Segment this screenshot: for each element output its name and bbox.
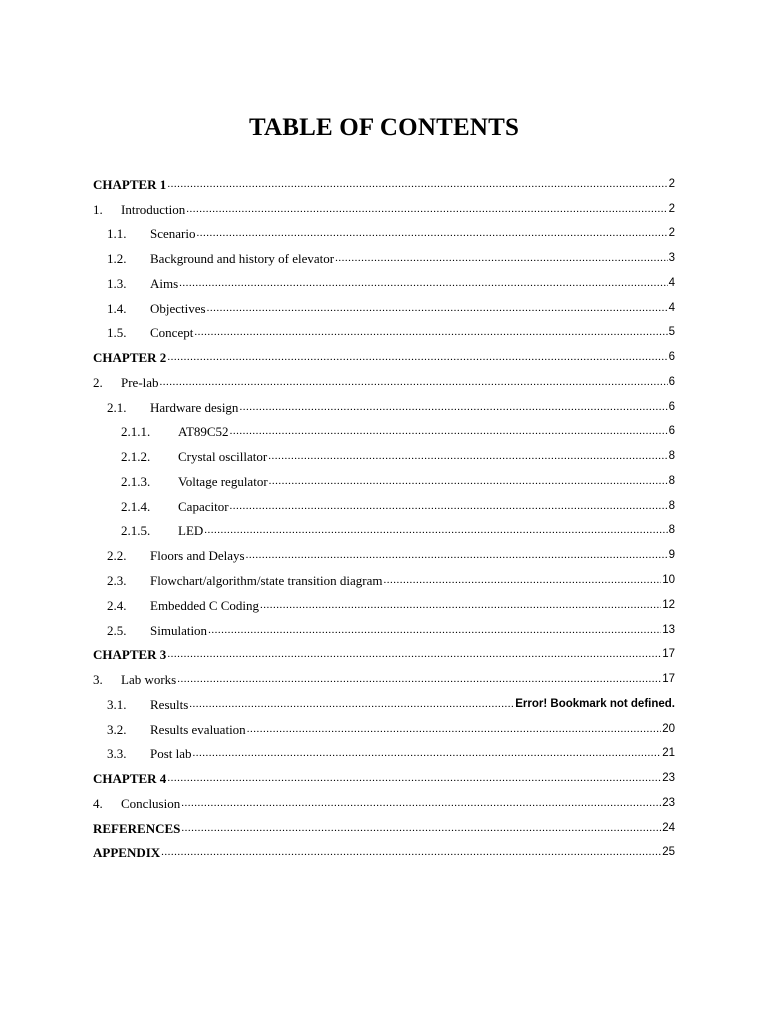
toc-entry[interactable]	[93, 242, 675, 267]
dot-leader	[208, 623, 661, 638]
toc-entry-page: 25	[662, 846, 675, 859]
toc-entry[interactable]	[93, 812, 675, 837]
toc-entry[interactable]	[93, 589, 675, 614]
toc-entry-label: Simulation	[150, 622, 208, 638]
toc-entry-label: CHAPTER 2	[93, 350, 167, 366]
dot-leader	[167, 177, 667, 192]
toc-entry-number: 1.4.	[107, 300, 127, 316]
toc-entry[interactable]	[93, 366, 675, 391]
dot-leader	[230, 424, 668, 439]
toc-entry-number: 1.	[93, 201, 103, 217]
toc-entry-page: 6	[668, 400, 675, 413]
toc-entry-number: 3.1.	[107, 696, 127, 712]
toc-entry-label: Background and history of elevator	[150, 251, 335, 267]
toc-entry[interactable]	[93, 787, 675, 812]
dot-leader	[196, 226, 667, 241]
toc-entry-label: Crystal oscillator	[178, 449, 268, 465]
toc-entry-number: 2.1.	[107, 399, 127, 415]
dot-leader	[181, 796, 661, 811]
dot-leader	[186, 202, 667, 217]
toc-entry-label: Lab works	[121, 672, 177, 688]
table-of-contents	[93, 168, 675, 861]
toc-entry[interactable]	[93, 490, 675, 515]
toc-entry-label: AT89C52	[178, 424, 229, 440]
toc-entry-number: 4.	[93, 795, 103, 811]
toc-entry[interactable]	[93, 465, 675, 490]
toc-entry-number: 1.5.	[107, 325, 127, 341]
toc-entry[interactable]	[93, 738, 675, 763]
toc-entry-number: 2.4.	[107, 597, 127, 613]
toc-entry[interactable]	[93, 440, 675, 465]
toc-entry-label: Voltage regulator	[178, 473, 268, 489]
toc-entry-number: 2.1.3.	[121, 473, 151, 489]
dot-leader	[167, 771, 661, 786]
toc-entry-label: APPENDIX	[93, 845, 161, 861]
toc-entry-label: Floors and Delays	[150, 548, 245, 564]
toc-entry-number: 2.3.	[107, 573, 127, 589]
toc-entry-page: 23	[662, 796, 675, 809]
toc-entry[interactable]	[93, 713, 675, 738]
toc-entry-label: CHAPTER 1	[93, 176, 167, 192]
toc-entry-page: 8	[668, 450, 675, 463]
toc-entry-number: 2.1.4.	[121, 498, 151, 514]
toc-entry-page: 8	[668, 524, 675, 537]
toc-entry-page: 3	[668, 252, 675, 265]
toc-entry-label: Introduction	[121, 201, 186, 217]
dot-leader	[167, 350, 667, 365]
toc-entry[interactable]	[93, 416, 675, 441]
toc-entry-label: Scenario	[150, 226, 196, 242]
toc-entry-number: 2.	[93, 374, 103, 390]
dot-leader	[239, 400, 667, 415]
toc-entry-page: 4	[668, 301, 675, 314]
toc-entry[interactable]	[93, 639, 675, 664]
dot-leader	[181, 821, 661, 836]
toc-entry-number: 2.1.2.	[121, 449, 151, 465]
toc-entry-label: Pre-lab	[121, 374, 159, 390]
toc-entry-page: 12	[662, 598, 675, 611]
toc-entry-label: Flowchart/algorithm/state transition diagram	[150, 573, 383, 589]
toc-entry[interactable]	[93, 762, 675, 787]
toc-entry-page: 5	[668, 326, 675, 339]
toc-entry-number: 1.3.	[107, 275, 127, 291]
toc-entry-page: 10	[662, 574, 675, 587]
toc-entry-label: LED	[178, 523, 204, 539]
toc-entry[interactable]	[93, 688, 675, 713]
dot-leader	[204, 523, 667, 538]
toc-entry[interactable]	[93, 837, 675, 862]
toc-entry[interactable]	[93, 614, 675, 639]
dot-leader	[230, 499, 668, 514]
toc-entry-number: 2.5.	[107, 622, 127, 638]
toc-entry-label: Objectives	[150, 300, 206, 316]
page-title: TABLE OF CONTENTS	[248, 114, 520, 141]
dot-leader	[167, 647, 661, 662]
toc-entry[interactable]	[93, 218, 675, 243]
dot-leader	[161, 845, 661, 860]
toc-entry-label: Results	[150, 696, 189, 712]
dot-leader	[194, 325, 667, 340]
dot-leader	[179, 276, 667, 291]
toc-entry[interactable]	[93, 391, 675, 416]
toc-entry[interactable]	[93, 515, 675, 540]
toc-entry-number: 3.2.	[107, 721, 127, 737]
dot-leader	[268, 449, 667, 464]
toc-entry-number: 2.2.	[107, 548, 127, 564]
toc-entry[interactable]	[93, 193, 675, 218]
toc-entry[interactable]	[93, 341, 675, 366]
toc-entry[interactable]	[93, 267, 675, 292]
toc-entry-page: 6	[668, 375, 675, 388]
toc-entry-label: Post lab	[150, 746, 192, 762]
dot-leader	[335, 251, 667, 266]
dot-leader	[207, 301, 668, 316]
toc-entry[interactable]	[93, 292, 675, 317]
toc-entry-label: Conclusion	[121, 795, 181, 811]
toc-entry-number: 2.1.1.	[121, 424, 151, 440]
dot-leader	[177, 672, 661, 687]
toc-entry-label: Capacitor	[178, 498, 229, 514]
dot-leader	[247, 722, 662, 737]
toc-entry-number: 1.1.	[107, 226, 127, 242]
toc-entry-page: 23	[662, 772, 675, 785]
toc-entry-page: 21	[662, 747, 675, 760]
toc-entry-page: 9	[668, 549, 675, 562]
toc-entry[interactable]	[93, 539, 675, 564]
toc-entry-page: 2	[668, 202, 675, 215]
toc-entry-page: 8	[668, 499, 675, 512]
dot-leader	[269, 474, 668, 489]
toc-entry-label: Concept	[150, 325, 194, 341]
toc-entry-label: REFERENCES	[93, 820, 181, 836]
toc-entry-label: Aims	[150, 275, 179, 291]
toc-entry-page: 2	[668, 227, 675, 240]
toc-entry-page: 24	[662, 821, 675, 834]
toc-entry-page: 4	[668, 276, 675, 289]
toc-entry-page: 13	[662, 623, 675, 636]
toc-entry-number: 3.	[93, 672, 103, 688]
dot-leader	[246, 548, 668, 563]
toc-entry-page: 17	[662, 673, 675, 686]
dot-leader	[189, 697, 514, 712]
toc-entry-page: 17	[662, 648, 675, 661]
toc-entry-page: 6	[668, 351, 675, 364]
toc-entry-number: 3.3.	[107, 746, 127, 762]
bookmark-error-text: Error! Bookmark not defined.	[515, 697, 675, 710]
toc-entry[interactable]	[93, 663, 675, 688]
toc-entry-number: 2.1.5.	[121, 523, 151, 539]
toc-entry-label: Results evaluation	[150, 721, 246, 737]
dot-leader	[193, 746, 662, 761]
toc-entry-page: 20	[662, 722, 675, 735]
dot-leader	[260, 598, 661, 613]
toc-entry[interactable]	[93, 168, 675, 193]
toc-entry-label: CHAPTER 3	[93, 647, 167, 663]
toc-entry-label: Embedded C Coding	[150, 597, 260, 613]
toc-entry-number: 1.2.	[107, 251, 127, 267]
dot-leader	[160, 375, 668, 390]
toc-entry-page: 2	[668, 177, 675, 190]
toc-entry-label: CHAPTER 4	[93, 771, 167, 787]
toc-entry-page: 8	[668, 474, 675, 487]
toc-entry-page: 6	[668, 425, 675, 438]
toc-entry[interactable]	[93, 317, 675, 342]
toc-entry[interactable]	[93, 564, 675, 589]
toc-entry-label: Hardware design	[150, 399, 239, 415]
dot-leader	[384, 573, 662, 588]
